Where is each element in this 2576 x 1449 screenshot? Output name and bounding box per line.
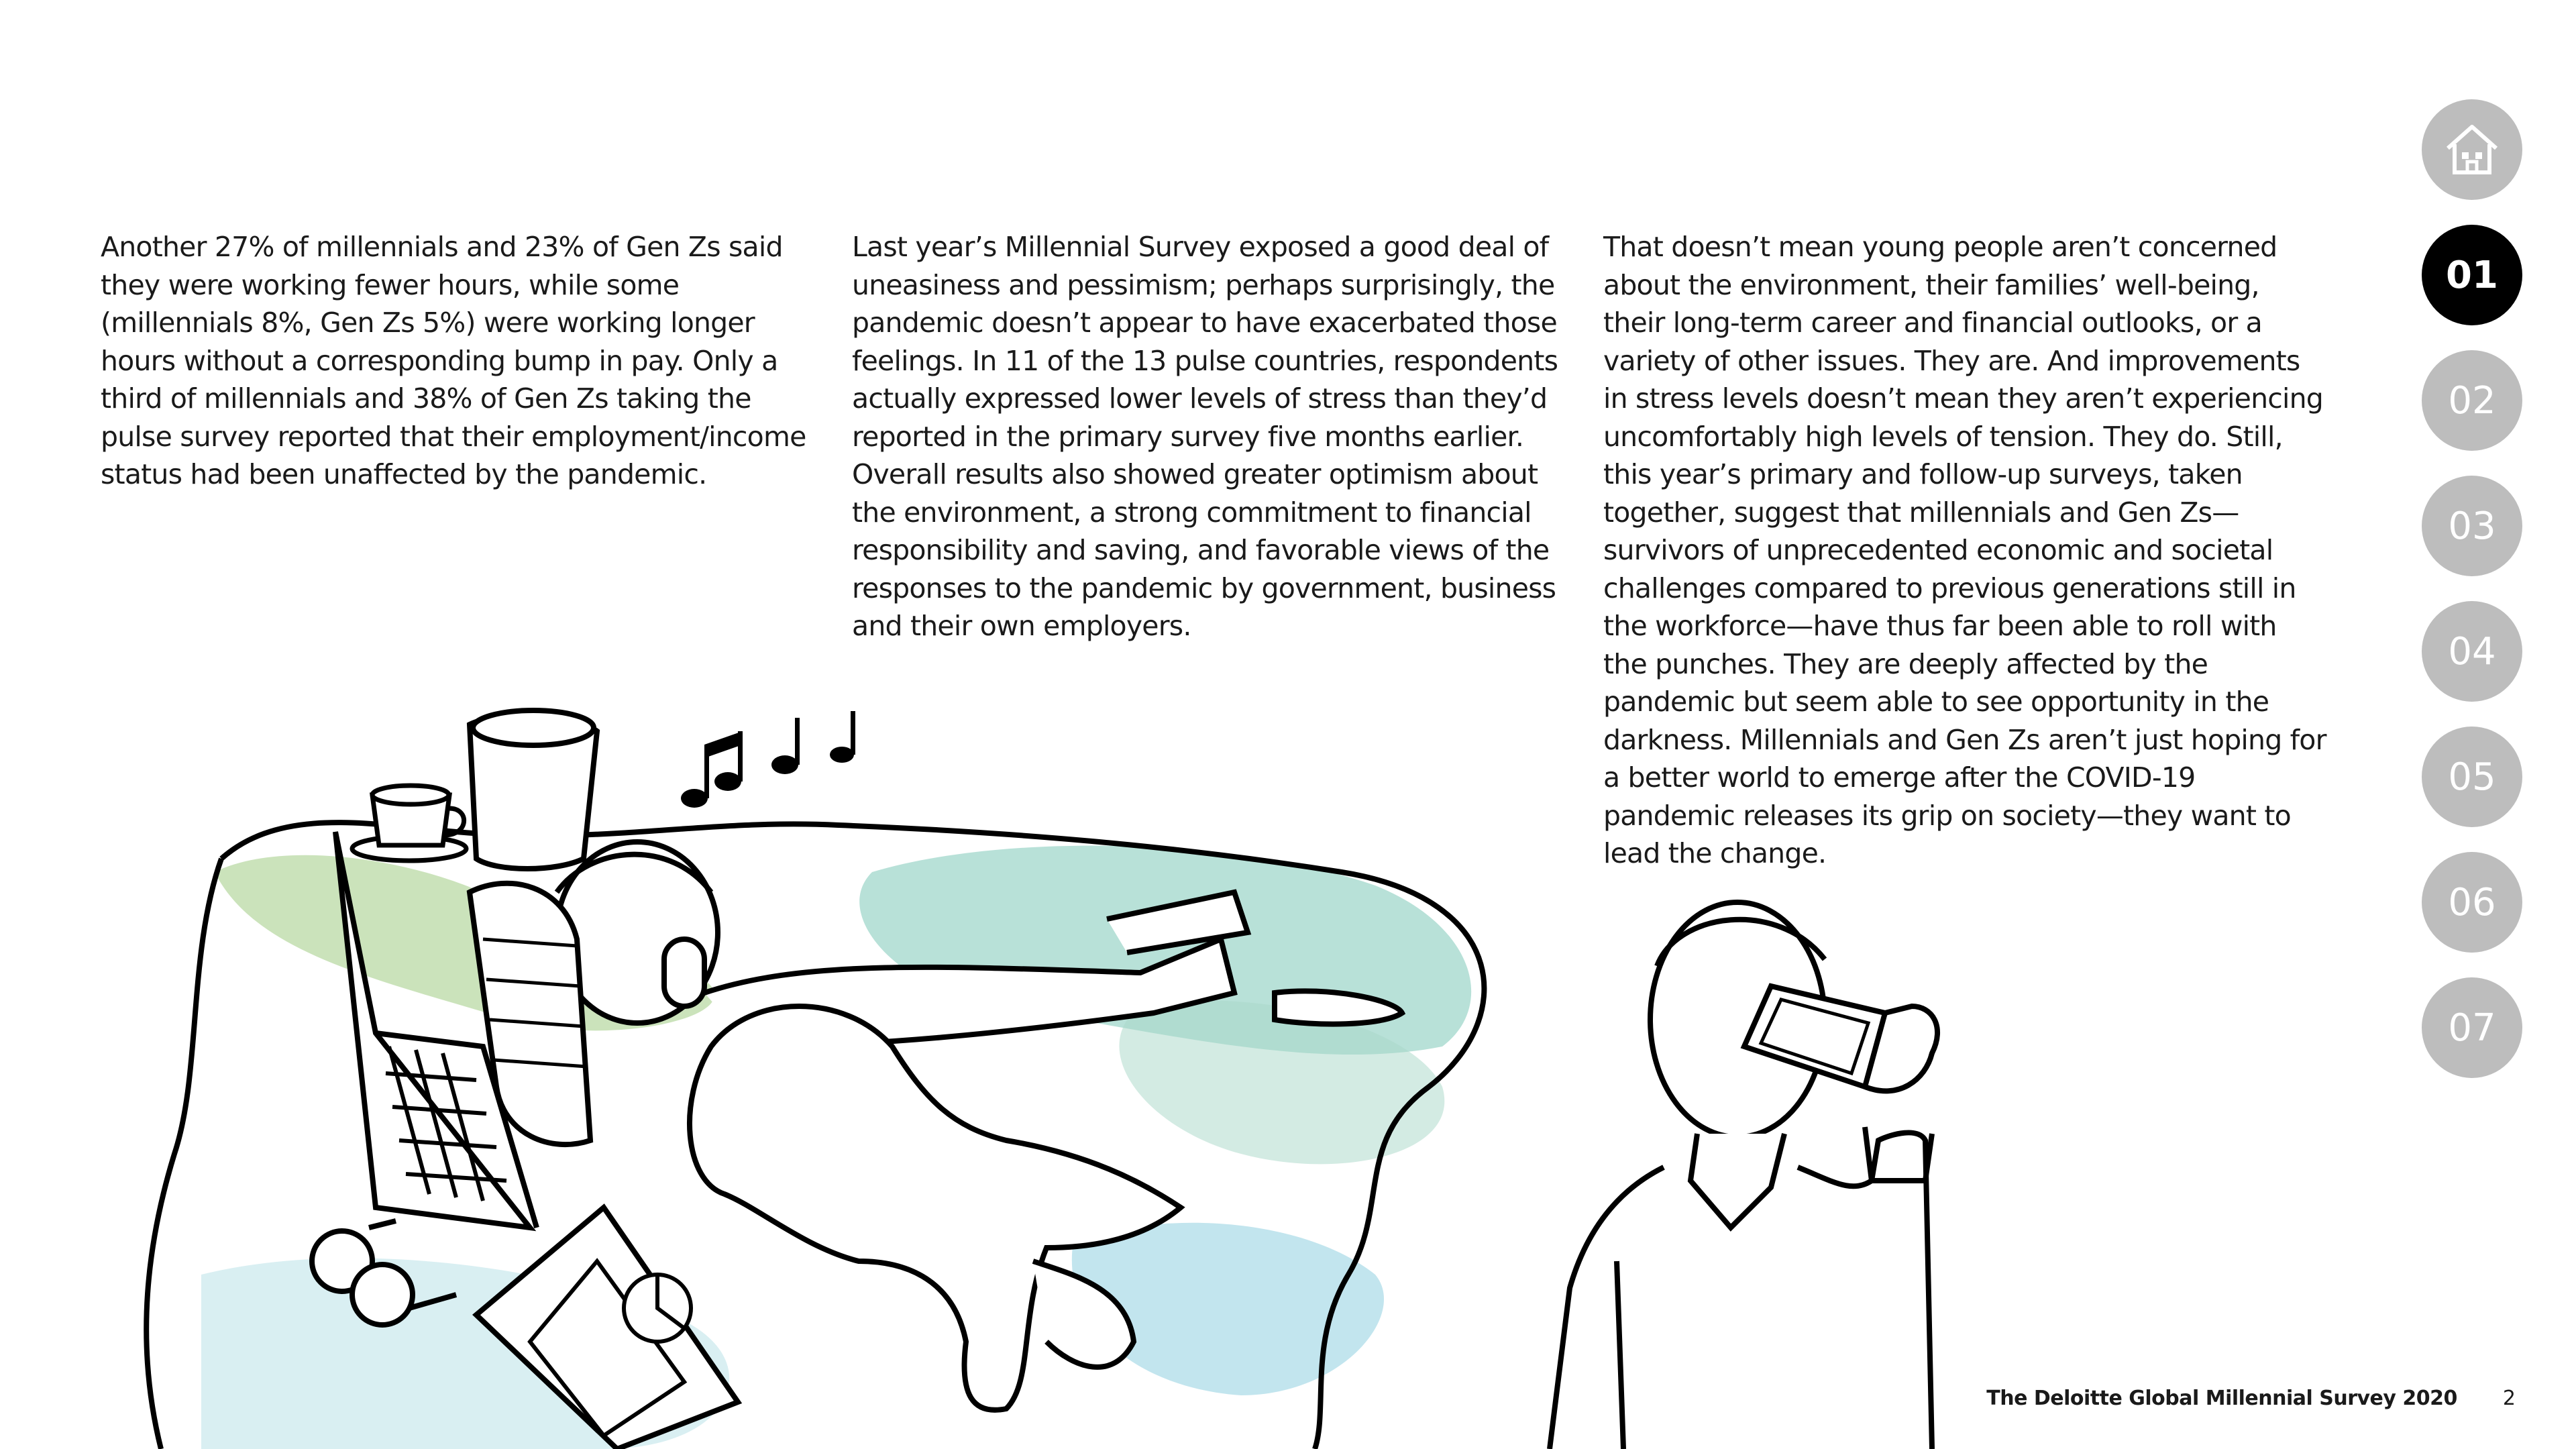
nav-section-05[interactable]: 05 — [2422, 727, 2522, 827]
nav-section-01[interactable]: 01 — [2422, 225, 2522, 325]
publication-title: The Deloitte Global Millennial Survey 2020 — [1986, 1387, 2457, 1410]
page-footer — [1986, 1387, 2516, 1410]
home-button[interactable] — [2422, 99, 2522, 200]
person-laptop-dog-illustration — [146, 710, 1484, 1449]
nav-section-04[interactable]: 04 — [2422, 601, 2522, 702]
body-text-column-1: Another 27% of millennials and 23% of Gen Zs said they were working fewer hours, while some (millennials 8%, Gen Zs 5%) were working longer hours without a corresponding bump in pay. Only a third of millennials and 38% of Gen Zs taking the pulse survey reported that their employment/income status had been unaffected by the pandemic. — [101, 231, 806, 490]
section-navigation — [2422, 99, 2522, 1103]
person-on-phone-illustration — [1550, 902, 1937, 1449]
body-text-column-2: Last year’s Millennial Survey exposed a good deal of uneasiness and pessimism; perhaps surprisingly, the pandemic doesn’t appear to have exacerbated those feelings. In 11 of the 13 pulse countries, respondents actually expressed lower levels of stress than they’d reported in the primary survey five months earlier. Overall results also showed greater optimism about the environment, a strong commitment to financial responsibility and saving, and favorable views of the responses to the pandemic by government, business and their own employers. — [852, 231, 1558, 642]
nav-section-07[interactable]: 07 — [2422, 977, 2522, 1078]
page-number: 2 — [2502, 1387, 2516, 1410]
nav-section-03[interactable]: 03 — [2422, 476, 2522, 576]
body-text-column-3: That doesn’t mean young people aren’t concerned about the environment, their families’ well-being, their long-term career and financial outlooks, or a variety of other issues. They are. And improvements in stress levels doesn’t mean they aren’t experiencing uncomfortably high levels of tension. They do. Still, this year’s primary and follow-up surveys, taken together, suggest that millennials and Gen Zs—survivors of unprecedented economic and societal challenges compared to previous generations still in the workforce—have thus far been able to roll with the punches. They are deeply affected by the pandemic but seem able to see opportunity in the darkness. Millennials and Gen Zs aren’t just hoping for a better world to emerge after the COVID-19 pandemic releases its grip on society—they want to lead the change. — [1603, 231, 2326, 869]
nav-section-02[interactable]: 02 — [2422, 350, 2522, 451]
home-icon — [2440, 117, 2504, 182]
nav-section-06[interactable]: 06 — [2422, 852, 2522, 953]
